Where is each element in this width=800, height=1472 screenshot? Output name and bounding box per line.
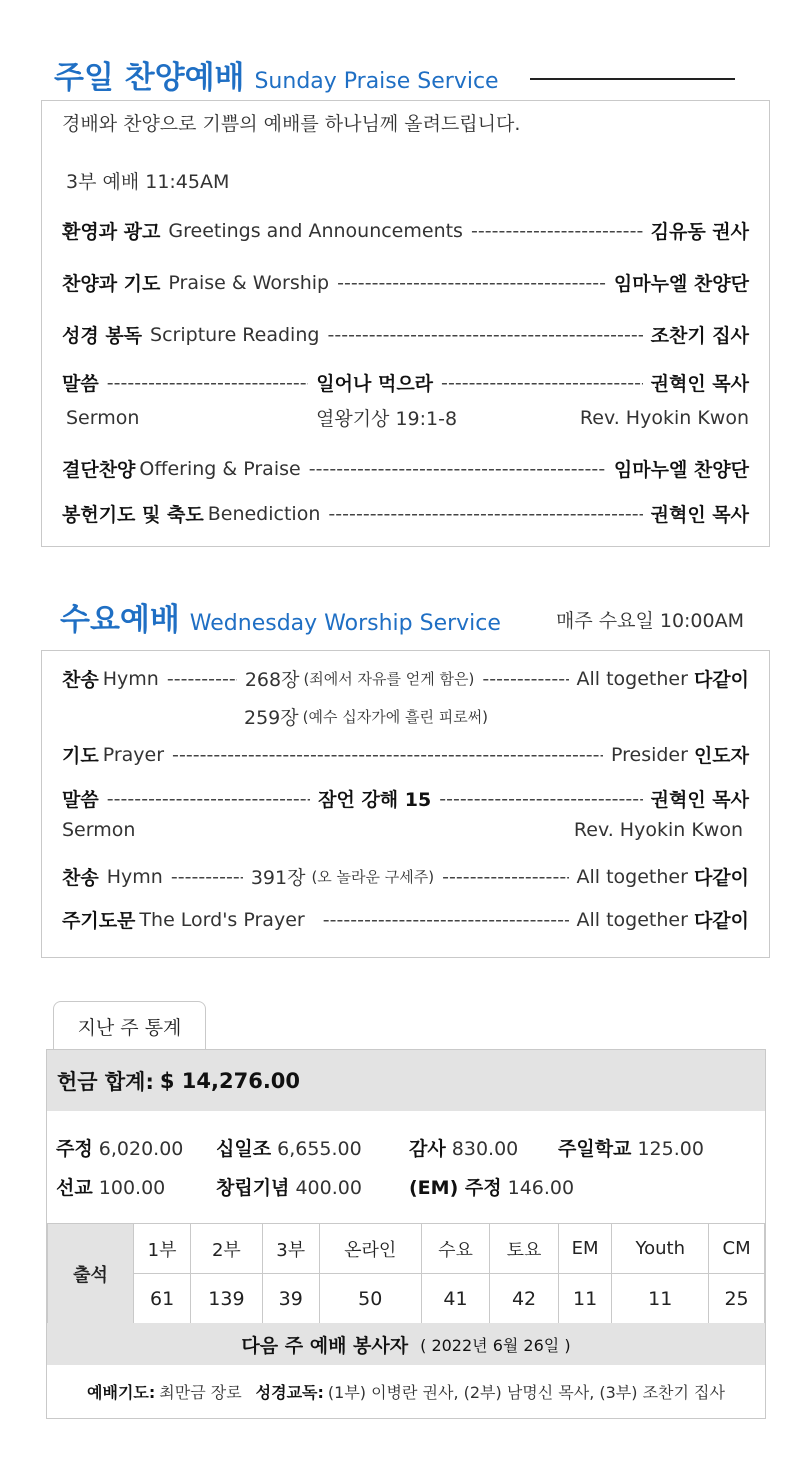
dash-leader [442,866,568,888]
prayer-servant: 최만금 장로 [159,1383,242,1402]
hymn-label-en: Hymn [102,667,159,690]
item-person: 임마누엘 찬양단 [613,273,749,295]
sunday-service-time [66,167,749,194]
item-label-ko: 찬양과 기도 [62,273,161,295]
hymn-label-ko: 찬송 [62,669,99,691]
bible-servant-label: 성경교독: [255,1383,324,1402]
dash-leader [327,324,642,346]
offering-label: 창립기념 [216,1177,290,1199]
attendance-header: 2부 [191,1224,262,1274]
total-label: 헌금 합계: [57,1069,154,1094]
item-label-ko: 성경 봉독 [62,325,143,347]
offering-label: 주일학교 [558,1138,632,1160]
intro-text: 경배와 찬양으로 기쁨의 예배를 하나님께 올려드립니다. [62,113,521,135]
hymn-who-en: All together [576,667,688,690]
item-person: 조찬기 집사 [650,325,749,347]
offering-total [47,1050,765,1111]
offering-label: 선교 [56,1177,93,1199]
sunday-program-box [41,100,770,547]
hymn-title: (예수 십자가에 흘린 피로써) [302,708,489,726]
attendance-value: 39 [262,1274,319,1324]
sermon-preacher-ko: 권혁인 목사 [650,789,750,811]
lords-prayer-row [62,906,749,933]
item-person: 권혁인 목사 [650,504,749,526]
sermon-preacher-en: Rev. Hyokin Kwon [573,819,743,841]
offering-label: 십일조 [216,1138,272,1160]
attendance-value: 11 [612,1274,709,1324]
attendance-label: 출석 [48,1224,134,1324]
dash-leader [171,866,243,888]
dash-leader [172,744,603,766]
attendance-header: 수요 [421,1224,490,1274]
attendance-header: 3부 [262,1224,319,1274]
sermon-preacher-en: Rev. Hyokin Kwon [579,406,749,429]
offering-item [409,1134,518,1161]
sermon-row [62,785,749,812]
prayer-label-ko: 기도 [62,745,99,767]
sermon-sub-row [62,819,743,841]
sermon-label-ko: 말씀 [62,789,99,811]
sermon-passage: 열왕기상 19:1-8 [316,408,458,430]
prayer-servant-label: 예배기도: [87,1383,156,1402]
prayer-row [62,741,749,768]
offering-value: 125.00 [637,1138,704,1160]
offering-item [558,1134,704,1161]
next-week-title: 다음 주 예배 봉사자 [241,1334,409,1357]
hymn-who-ko: 다같이 [693,669,749,691]
attendance-value: 50 [319,1274,421,1324]
hymn-row-2 [244,703,749,730]
hymn-title: (죄에서 자유를 얻게 함은) [303,670,475,688]
lords-prayer-label-en: The Lord's Prayer [139,908,305,931]
attendance-value: 41 [421,1274,490,1324]
hymn-who-en: All together [576,865,688,888]
item-label-en: Scripture Reading [150,323,320,346]
attendance-value: 139 [191,1274,262,1324]
offering-item [216,1134,362,1161]
hymn-row [62,863,749,890]
hymn-number: 268장 [244,669,300,691]
dash-leader [309,458,606,480]
item-person: 임마누엘 찬양단 [613,459,749,481]
offering-label: (EM) 주정 [409,1177,502,1199]
wednesday-title-en: Wednesday Worship Service [189,611,501,636]
dash-leader [441,372,643,394]
sermon-label-en: Sermon [62,819,136,841]
program-item [62,455,749,482]
sermon-title: 잠언 강해 15 [318,789,432,811]
offering-item [56,1173,165,1200]
attendance-value: 25 [709,1274,765,1324]
sermon-sub-row [66,404,749,431]
offering-value: 100.00 [98,1177,166,1199]
sermon-preacher-ko: 권혁인 목사 [650,373,750,395]
prayer-who-en: Presider [610,743,688,766]
dash-leader [439,788,642,810]
offering-item [56,1134,183,1161]
item-label-ko: 환영과 광고 [62,221,161,243]
attendance-value: 61 [134,1274,191,1324]
item-person: 김유동 권사 [650,221,749,243]
bible-servants: (1부) 이병란 권사, (2부) 남명신 목사, (3부) 조찬기 집사 [327,1383,725,1402]
sermon-label-en: Sermon [66,406,140,429]
dash-leader [107,372,309,394]
dash-leader [323,909,569,931]
service-time-text: 3부 예배 11:45AM [66,171,230,193]
attendance-header: CM [709,1224,765,1274]
wednesday-service-title [60,594,501,639]
hymn-number: 391장 [250,867,306,889]
next-week-servants [47,1365,765,1418]
attendance-header-row [48,1224,765,1274]
dash-leader [167,668,237,690]
stats-panel [46,1049,766,1419]
lords-prayer-label-ko: 주기도문 [62,910,136,932]
offering-value: 6,655.00 [277,1138,362,1160]
item-label-en: Praise & Worship [168,271,330,294]
sermon-row [62,369,749,396]
item-label-en: Offering & Praise [139,457,301,480]
attendance-header: 토요 [490,1224,559,1274]
attendance-value: 42 [490,1274,559,1324]
offering-label: 감사 [409,1138,446,1160]
offering-value: 146.00 [507,1177,575,1199]
attendance-header: EM [558,1224,611,1274]
dash-leader [107,788,310,810]
program-item [62,321,749,348]
sunday-intro [62,109,749,136]
dash-leader [328,503,642,525]
attendance-value-row [48,1274,765,1324]
item-label-ko: 봉헌기도 및 축도 [62,504,204,526]
attendance-value: 11 [558,1274,611,1324]
title-rule [530,78,735,80]
dash-leader [337,272,606,294]
dash-leader [482,668,568,690]
total-value: $ 14,276.00 [159,1068,301,1093]
hymn-row [62,665,749,692]
dash-leader [471,220,643,242]
sunday-title-en: Sunday Praise Service [254,69,499,94]
hymn-who-ko: 다같이 [693,867,749,889]
item-label-ko: 결단찬양 [62,459,136,481]
sermon-label-ko: 말씀 [62,373,99,395]
lords-prayer-who-en: All together [576,908,688,931]
program-item [62,217,749,244]
item-label-en: Benediction [207,502,321,525]
next-week-date: ( 2022년 6월 26일 ) [420,1335,571,1355]
offering-item [409,1173,574,1200]
tab-last-week-stats[interactable]: 지난 주 통계 [53,1001,206,1050]
program-item [62,500,749,527]
offering-label: 주정 [56,1138,93,1160]
offering-value: 830.00 [451,1138,519,1160]
program-item [62,269,749,296]
next-week-servants-header [47,1323,765,1365]
lords-prayer-who-ko: 다같이 [693,910,749,932]
sunday-title-ko: 주일 찬양예배 [54,60,245,96]
hymn-title: (오 놀라운 구세주) [311,868,435,886]
offering-item [216,1173,362,1200]
sunday-service-title [54,52,499,97]
offering-value: 6,020.00 [98,1138,184,1160]
attendance-header: 온라인 [319,1224,421,1274]
attendance-table [47,1223,765,1324]
wednesday-program-box [41,650,770,958]
wednesday-title-ko: 수요예배 [60,602,180,638]
prayer-label-en: Prayer [102,743,165,766]
offering-value: 400.00 [295,1177,362,1199]
hymn-number: 259장 [244,707,299,729]
item-label-en: Greetings and Announcements [168,219,463,242]
hymn-label-en: Hymn [106,865,163,888]
wednesday-time: 매주 수요일 10:00AM [556,610,744,632]
attendance-header: Youth [612,1224,709,1274]
attendance-header: 1부 [134,1224,191,1274]
prayer-who-ko: 인도자 [693,745,749,767]
sermon-title: 일어나 먹으라 [316,373,434,395]
hymn-label-ko: 찬송 [62,867,99,889]
